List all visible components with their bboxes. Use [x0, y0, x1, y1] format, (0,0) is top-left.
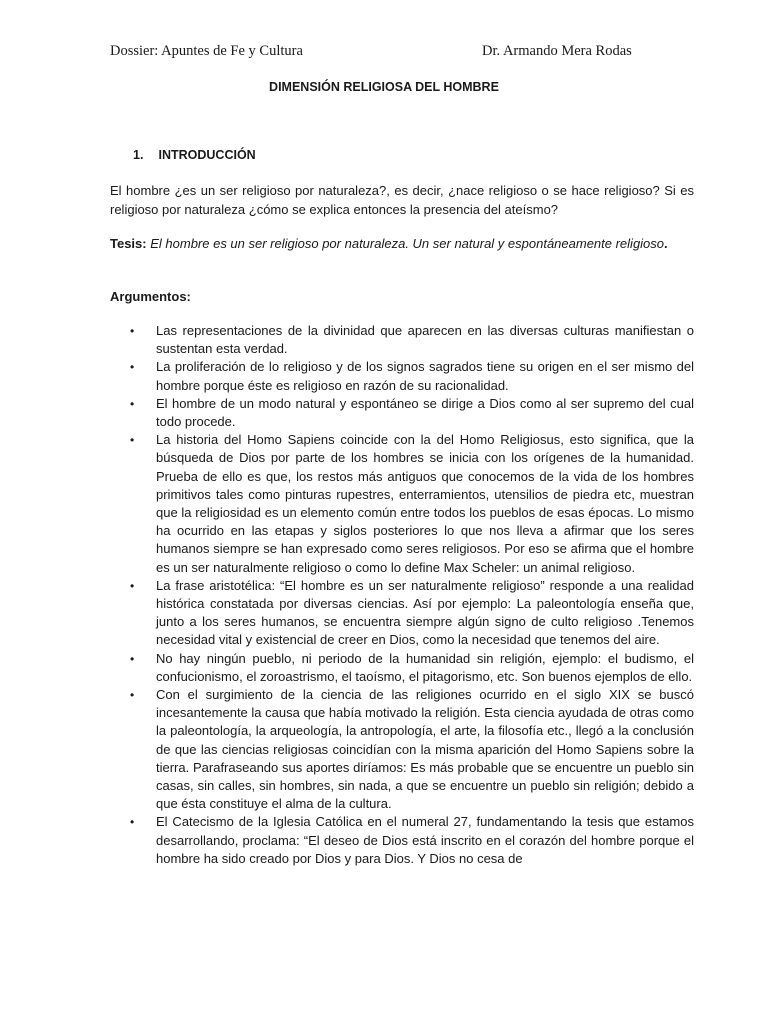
list-item — [110, 686, 694, 813]
document-title: DIMENSIÓN RELIGIOSA DEL HOMBRE — [269, 80, 499, 94]
tesis-text: El hombre es un ser religioso por naturaleza. Un ser natural y espontáneamente religioso — [150, 236, 665, 251]
list-item — [110, 577, 694, 650]
list-item — [110, 322, 694, 358]
tesis-end: . — [664, 236, 668, 251]
list-item — [110, 395, 694, 431]
tesis-label: Tesis: — [110, 236, 147, 251]
bullet-icon: • — [130, 815, 135, 830]
section-label: INTRODUCCIÓN — [158, 148, 256, 162]
list-item — [110, 813, 694, 868]
list-item-text: La historia del Homo Sapiens coincide con la del Homo Religiosus, esto significa, que la búsqueda de Dios por parte de los hombres se inicia con los orígenes de la humanidad. Prueba de ello es que, los restos más antiguos que conocemos de la vida de los hombres primitivos tales como pinturas rupestres, enterramientos, utensilios de piedra etc, muestran que la religiosidad es un elemento común entre todos los pueblos de esas épocas. Lo mismo ha ocurrido en las etapas y siglos posteriores lo que nos lleva a afirmar que los seres humanos siempre se han expresado como seres religiosos. Por eso se afirma que el hombre es un ser naturalmente religioso o como lo define Max Scheler: un animal religioso. — [156, 432, 694, 575]
bullet-icon: • — [130, 324, 135, 338]
list-item — [110, 650, 694, 686]
tesis-paragraph — [110, 235, 694, 254]
list-item-text: Con el surgimiento de la ciencia de las religiones ocurrido en el siglo XIX se buscó incesantemente la causa que había motivado la religión. Esta ciencia ayudada de otras como la paleontología, la arqueología, la antropología, el arte, la filosofía etc., llegó a la conclusión de que las ciencias religiosas coincidían con la misma aparición del Homo Sapiens sobre la tierra. Parafraseando sus aportes diríamos: Es más probable que se encuentre un pueblo sin casas, sin calles, sin hombres, sin nada, a que se encuentre un pueblo sin religión; debido a que ésta constituye el alma de la cultura. — [156, 687, 694, 812]
bullet-icon: • — [130, 688, 135, 703]
section-number: 1. — [133, 148, 144, 162]
bullet-icon: • — [130, 651, 135, 666]
bullet-icon: • — [130, 433, 135, 448]
bullet-icon: • — [130, 396, 135, 411]
list-item-text: El hombre de un modo natural y espontáneo se dirige a Dios como al ser supremo del cual todo procede. — [156, 395, 694, 430]
arguments-list — [110, 322, 694, 868]
list-item-text: El Catecismo de la Iglesia Católica en el numeral 27, fundamentando la tesis que estamos desarrollando, proclama: “El deseo de Dios está inscrito en el corazón del hombre porque el hombre ha sido creado por Dios y para Dios. Y Dios no cesa de — [156, 814, 694, 866]
list-item-text: La proliferación de lo religioso y de los signos sagrados tiene su origen en el ser mismo del hombre porque éste es religioso en razón de su racionalidad. — [156, 359, 694, 393]
list-item-text: La frase aristotélica: “El hombre es un ser naturalmente religioso” responde a una realidad histórica constatada por diversas ciencias. Así por ejemplo: La paleontología enseña que, junto a los seres humanos, se encuentra siempre algún signo de culto religioso .Tenemos necesidad vital y existencial de creer en Dios, como la necesidad que tenemos del aire. — [156, 577, 694, 648]
list-item-text: No hay ningún pueblo, ni periodo de la humanidad sin religión, ejemplo: el budismo, el confucionismo, el zoroastrismo, el taoísmo, el pitagorismo, etc. Son buenos ejemplos de ello. — [156, 650, 694, 684]
bullet-icon: • — [130, 360, 135, 375]
intro-paragraph: El hombre ¿es un ser religioso por naturaleza?, es decir, ¿nace religioso o se hace religioso? Si es religioso por naturaleza ¿cómo se explica entonces la presencia del ateísmo? — [110, 183, 694, 217]
section-heading — [133, 148, 256, 162]
list-item-text: Las representaciones de la divinidad que aparecen en las diversas culturas manifiestan o sustentan esta verdad. — [156, 323, 694, 357]
bullet-icon: • — [130, 578, 135, 593]
header-dossier-title: Dossier: Apuntes de Fe y Cultura — [110, 43, 303, 59]
list-item — [110, 358, 694, 394]
list-item — [110, 431, 694, 577]
header-author: Dr. Armando Mera Rodas — [482, 43, 632, 59]
argumentos-heading: Argumentos: — [110, 289, 191, 304]
